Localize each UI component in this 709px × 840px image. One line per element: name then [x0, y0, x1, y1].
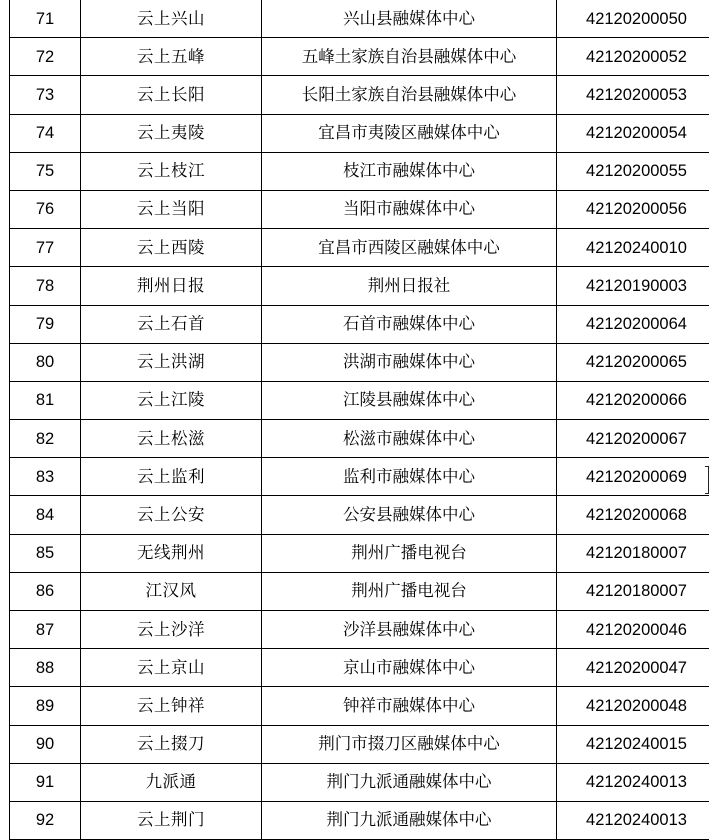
table-row — [10, 305, 709, 343]
row-org: 长阳土家族自治县融媒体中心 — [262, 76, 557, 114]
row-code: 42120200065 — [557, 343, 709, 381]
row-index: 86 — [10, 572, 81, 610]
row-name: 云上沙洋 — [81, 611, 262, 649]
row-index: 80 — [10, 343, 81, 381]
table-row — [10, 76, 709, 114]
page-edge-mark — [705, 466, 709, 494]
row-org: 钟祥市融媒体中心 — [262, 687, 557, 725]
row-code: 42120200064 — [557, 305, 709, 343]
row-index: 76 — [10, 190, 81, 228]
row-name: 云上洪湖 — [81, 343, 262, 381]
row-name: 云上西陵 — [81, 229, 262, 267]
table-row — [10, 381, 709, 419]
row-index: 91 — [10, 763, 81, 801]
row-org: 公安县融媒体中心 — [262, 496, 557, 534]
row-index: 74 — [10, 114, 81, 152]
table-row — [10, 611, 709, 649]
row-code: 42120200048 — [557, 687, 709, 725]
row-index: 88 — [10, 649, 81, 687]
row-index: 72 — [10, 38, 81, 76]
row-index: 73 — [10, 76, 81, 114]
table-row — [10, 343, 709, 381]
row-name: 云上掇刀 — [81, 725, 262, 763]
row-org: 五峰土家族自治县融媒体中心 — [262, 38, 557, 76]
row-org: 当阳市融媒体中心 — [262, 190, 557, 228]
row-name: 云上长阳 — [81, 76, 262, 114]
table-row — [10, 725, 709, 763]
row-name: 云上钟祥 — [81, 687, 262, 725]
row-code: 42120200046 — [557, 611, 709, 649]
table-row — [10, 0, 709, 38]
row-index: 81 — [10, 381, 81, 419]
row-org: 松滋市融媒体中心 — [262, 420, 557, 458]
row-org: 荆州广播电视台 — [262, 572, 557, 610]
row-code: 42120200066 — [557, 381, 709, 419]
row-index: 75 — [10, 152, 81, 190]
row-code: 42120200068 — [557, 496, 709, 534]
table-row — [10, 534, 709, 572]
row-index: 84 — [10, 496, 81, 534]
row-name: 云上兴山 — [81, 0, 262, 38]
row-code: 42120200056 — [557, 190, 709, 228]
row-code: 42120240013 — [557, 763, 709, 801]
table-row — [10, 496, 709, 534]
row-name: 云上荆门 — [81, 801, 262, 839]
table-row — [10, 420, 709, 458]
table-row — [10, 229, 709, 267]
table-row — [10, 114, 709, 152]
row-index: 77 — [10, 229, 81, 267]
row-index: 85 — [10, 534, 81, 572]
row-index: 79 — [10, 305, 81, 343]
table-row — [10, 190, 709, 228]
table-row — [10, 572, 709, 610]
row-name: 江汉风 — [81, 572, 262, 610]
row-code: 42120200047 — [557, 649, 709, 687]
row-org: 沙洋县融媒体中心 — [262, 611, 557, 649]
table-body — [10, 0, 709, 840]
table-row — [10, 38, 709, 76]
row-org: 兴山县融媒体中心 — [262, 0, 557, 38]
row-org: 石首市融媒体中心 — [262, 305, 557, 343]
row-org: 荆州日报社 — [262, 267, 557, 305]
row-org: 宜昌市西陵区融媒体中心 — [262, 229, 557, 267]
row-name: 九派通 — [81, 763, 262, 801]
row-index: 87 — [10, 611, 81, 649]
row-name: 云上江陵 — [81, 381, 262, 419]
media-registry-table — [9, 0, 709, 840]
row-org: 荆门市掇刀区融媒体中心 — [262, 725, 557, 763]
row-name: 云上枝江 — [81, 152, 262, 190]
row-code: 42120240010 — [557, 229, 709, 267]
row-org: 洪湖市融媒体中心 — [262, 343, 557, 381]
row-name: 云上京山 — [81, 649, 262, 687]
row-code: 42120200069 — [557, 458, 709, 496]
row-name: 云上夷陵 — [81, 114, 262, 152]
row-index: 92 — [10, 801, 81, 839]
row-code: 42120200050 — [557, 0, 709, 38]
row-org: 宜昌市夷陵区融媒体中心 — [262, 114, 557, 152]
table-row — [10, 649, 709, 687]
table-row — [10, 763, 709, 801]
row-org: 荆门九派通融媒体中心 — [262, 763, 557, 801]
row-name: 云上公安 — [81, 496, 262, 534]
row-index: 89 — [10, 687, 81, 725]
row-org: 江陵县融媒体中心 — [262, 381, 557, 419]
table-row — [10, 801, 709, 839]
row-name: 云上松滋 — [81, 420, 262, 458]
row-index: 90 — [10, 725, 81, 763]
table-row — [10, 267, 709, 305]
row-name: 无线荆州 — [81, 534, 262, 572]
table-row — [10, 152, 709, 190]
table-row — [10, 458, 709, 496]
row-index: 78 — [10, 267, 81, 305]
row-code: 42120200055 — [557, 152, 709, 190]
row-name: 云上石首 — [81, 305, 262, 343]
row-code: 42120240015 — [557, 725, 709, 763]
row-name: 荆州日报 — [81, 267, 262, 305]
row-name: 云上五峰 — [81, 38, 262, 76]
table-row — [10, 687, 709, 725]
row-code: 42120200053 — [557, 76, 709, 114]
row-index: 83 — [10, 458, 81, 496]
row-org: 枝江市融媒体中心 — [262, 152, 557, 190]
row-org: 监利市融媒体中心 — [262, 458, 557, 496]
row-index: 82 — [10, 420, 81, 458]
row-code: 42120190003 — [557, 267, 709, 305]
row-code: 42120200067 — [557, 420, 709, 458]
row-code: 42120200054 — [557, 114, 709, 152]
row-name: 云上监利 — [81, 458, 262, 496]
row-org: 荆州广播电视台 — [262, 534, 557, 572]
row-org: 京山市融媒体中心 — [262, 649, 557, 687]
row-name: 云上当阳 — [81, 190, 262, 228]
row-code: 42120200052 — [557, 38, 709, 76]
row-org: 荆门九派通融媒体中心 — [262, 801, 557, 839]
row-code: 42120240013 — [557, 801, 709, 839]
row-code: 42120180007 — [557, 572, 709, 610]
row-code: 42120180007 — [557, 534, 709, 572]
row-index: 71 — [10, 0, 81, 38]
